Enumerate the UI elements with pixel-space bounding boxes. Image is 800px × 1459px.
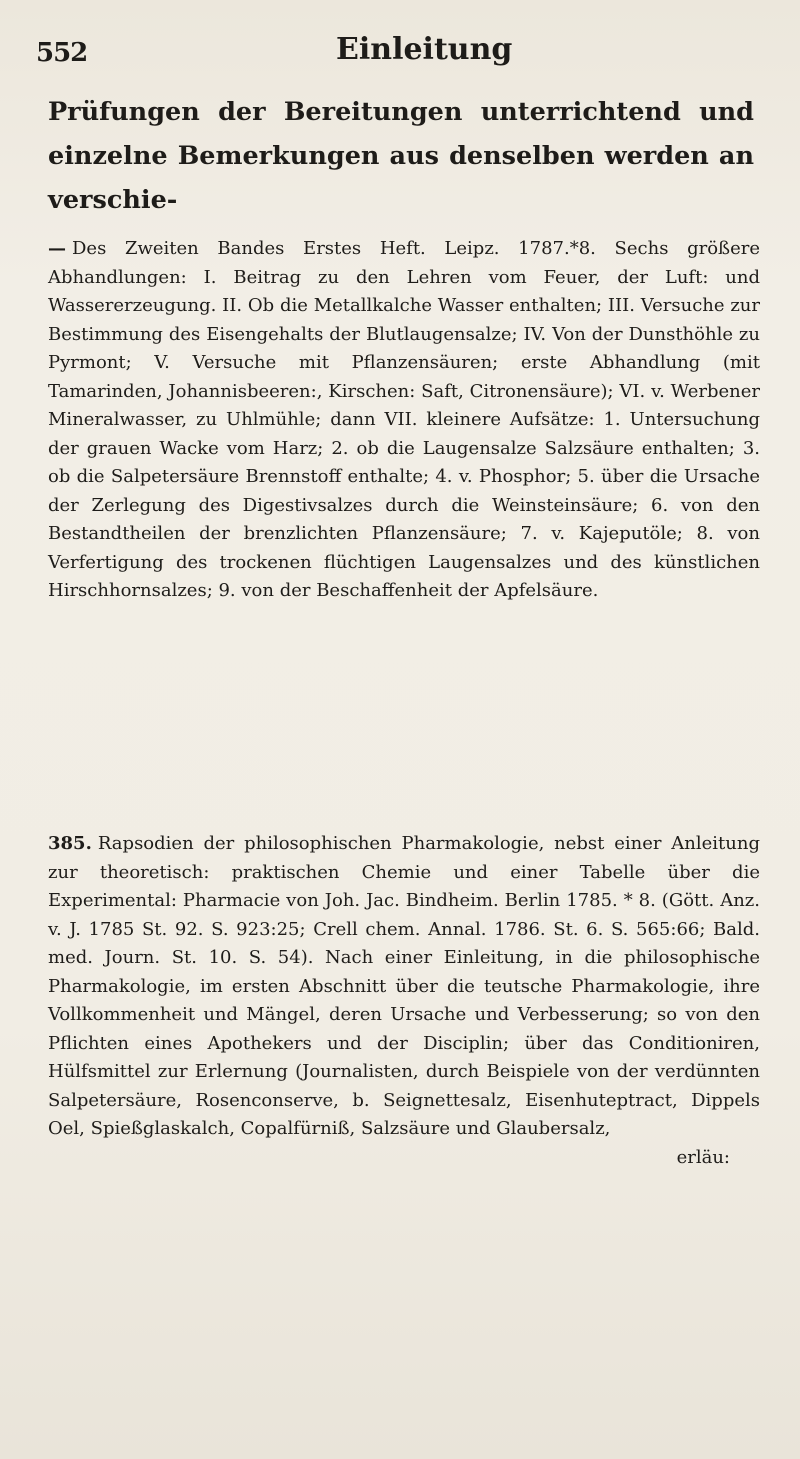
page-number: 552 bbox=[36, 38, 88, 68]
bibliography-entry bbox=[48, 235, 760, 606]
intro-paragraph bbox=[48, 90, 754, 222]
intro-text: Prüfungen der Bereitungen unterrichtend und einzelne Bemerkungen aus denselben werden an verschie- bbox=[48, 97, 754, 215]
catchword: erläu: bbox=[676, 1146, 730, 1168]
page-header bbox=[36, 28, 760, 68]
entry-text: Rapsodien der philosophischen Pharmakologie, nebst einer Anleitung zur theoretisch: praktischen Chemie und einer Tabelle über die Experimental: Pharmacie von Joh. Jac. Bindheim. Berlin 1785. * 8. (Gött. Anz. v. J. 1785 St. 92. S. 923:25; Crell chem. Annal. 1786. St. 6. S. 565:66; Bald. med. Journ. St. 10. S. 54). Nach einer Einleitung, in die philosophische Pharmakologie, im ersten Abschnitt über die teutsche Pharmakologie, ihre Vollkommenheit und Mängel, deren Ursache und Verbesserung; so von den Pflichten eines Apothekers und der Disciplin; über das Conditioniren, Hülfsmittel zur Erlernung (Journalisten, durch Beispiele von der verdünnten Salpetersäure, Rosenconserve, b. Seignettesalz, Eisenhuteptract, Dippels Oel, Spießglaskalch, Copalfürniß, Salzsäure und Glaubersalz, bbox=[48, 833, 760, 1139]
entry-text: Des Zweiten Bandes Erstes Heft. Leipz. 1787.*8. Sechs größere Abhandlungen: I. Beitrag zu den Lehren vom Feuer, der Luft: und Wassererzeugung. II. Ob die Metallkalche Wasser enthalten; III. Versuche zur Bestimmung des Eisengehalts der Blutlaugensalze; IV. Von der Dunsthöhle zu Pyrmont; V. Versuche mit Pflanzensäuren; erste Abhandlung (mit Tamarinden, Johannisbeeren:, Kirschen: Saft, Citronensäure); VI. v. Werbener Mineralwasser, zu Uhlmühle; dann VII. kleinere Aufsätze: 1. Untersuchung der grauen Wacke vom Harz; 2. ob die Laugensalze Salzsäure enthalten; 3. ob die Salpetersäure Brennstoff enthalte; 4. v. Phosphor; 5. über die Ursache der Zerlegung des Digestivsalzes durch die Weinsteinsäure; 6. von den Bestandtheilen der brenzlichten Pflanzensäure; 7. v. Kajeputöle; 8. von Verfertigung des trockenen flüchtigen Laugensalzes und des künstlichen Hirschhornsalzes; 9. von der Beschaffenheit der Apfelsäure. bbox=[48, 238, 760, 601]
entry-number: 385. bbox=[48, 833, 92, 854]
entry-number: — bbox=[48, 238, 66, 259]
bibliography-entry bbox=[48, 830, 760, 1172]
running-title: Einleitung bbox=[336, 32, 513, 67]
